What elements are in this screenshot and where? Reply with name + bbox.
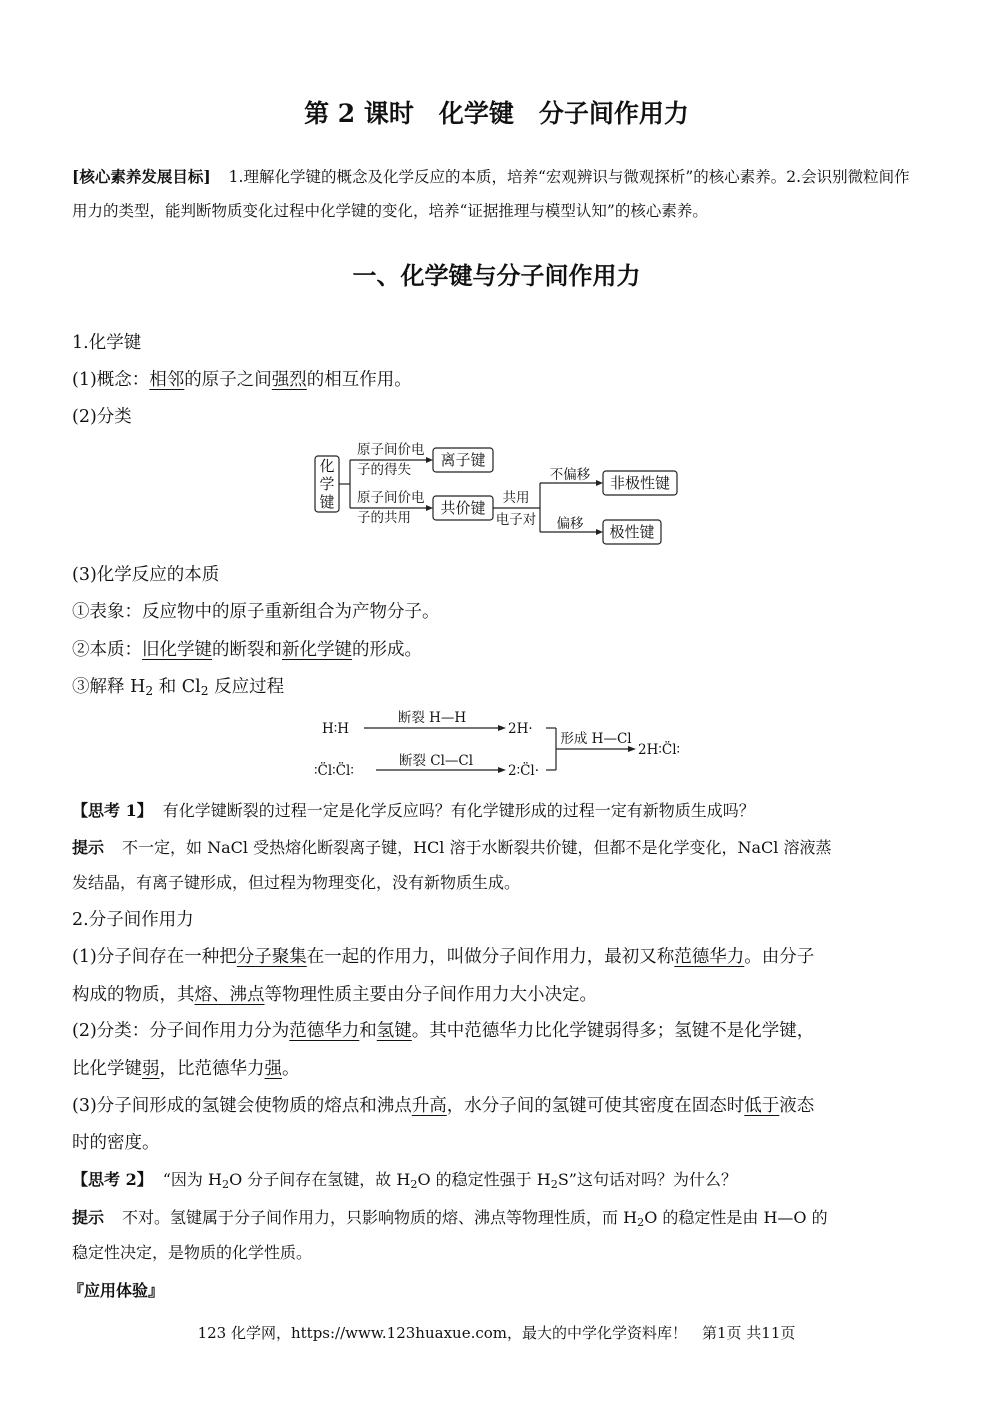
nature-suffix: 的形成。 [352, 640, 422, 660]
s2-p2-a: (2)分类：分子间作用力分为 [72, 1021, 290, 1041]
think-2-q-d: S”这句话对吗？为什么？ [557, 1170, 737, 1189]
concept-prefix: (1)概念： [72, 370, 150, 390]
think-2-q-b: O 分子间存在氢键，故 H [229, 1170, 411, 1189]
shift-label: 偏移 [556, 516, 584, 532]
root-char-1: 化 [319, 457, 335, 475]
nature-line [72, 636, 422, 661]
s2-p2-line-1 [72, 1017, 814, 1042]
think-1-label: 【思考 1】 [72, 801, 153, 820]
think-1-hint-line-1 [72, 835, 831, 858]
explain-prefix: ③解释 H [72, 677, 146, 697]
think-2-hint-label: 提示 [72, 1208, 105, 1227]
apply-heading: 『应用体验』 [68, 1281, 165, 1300]
form-hcl-label: 形成 H—Cl [560, 731, 632, 747]
think-2-q-a: “因为 H [162, 1170, 222, 1189]
think-2-h-a: 不对。氢键属于分子间作用力，只影响物质的熔、沸点等物理性质，而 H [122, 1208, 638, 1227]
explain-sub-1: 2 [145, 684, 154, 698]
covalent-bond-label: 共价键 [440, 499, 486, 517]
s2-p1-blank-1: 分子聚集 [236, 947, 307, 967]
s2-p2b-c: 。 [282, 1059, 300, 1079]
think-2-label: 【思考 2】 [72, 1170, 153, 1189]
concept-blank-1: 相邻 [149, 370, 185, 390]
essence-label: (3)化学反应的本质 [72, 565, 220, 585]
core-goals [72, 160, 922, 228]
s2-p2-line-2 [72, 1055, 300, 1080]
reaction-diagram [312, 706, 692, 786]
ionic-bond-label: 离子键 [440, 451, 486, 469]
hcl-product: 2H∶C̈l∶ [638, 742, 681, 758]
think-1-hint-line-2: 发结晶，有离子键形成，但过程为物理变化，没有新物质生成。 [72, 873, 521, 892]
think-1-text: 有化学键断裂的过程一定是化学反应吗？有化学键形成的过程一定有新物质生成吗？ [162, 801, 755, 820]
explain-sub-2: 2 [200, 684, 209, 698]
s2-p3-blank-1: 升高 [411, 1096, 447, 1116]
think-2-q-sub-3: 2 [550, 1178, 558, 1191]
classify-label: (2)分类 [72, 407, 132, 427]
core-goals-text: 1.理解化学键的概念及化学反应的本质，培养“宏观辨识与微观探析”的核心素养。2.会识别微粒间作用力的类型，能判断物质变化过程中化学键的变化，培养“证据推理与模型认知”的核心素养。 [72, 168, 910, 220]
think-2-q-c: O 的稳定性强于 H [417, 1170, 551, 1189]
concept-line [72, 366, 412, 391]
think-1-hint-label: 提示 [72, 838, 105, 857]
shared-1: 共用 [502, 490, 530, 506]
heading-intermolecular-force: 2.分子间作用力 [72, 910, 194, 930]
think-1-hint-text-1: 不一定，如 NaCl 受热熔化断裂离子键，HCl 溶于水断裂共价键，但都不是化学变化，NaCl 溶液蒸 [122, 838, 832, 857]
think-2-h-sub: 2 [637, 1216, 645, 1229]
h2-molecule: H∶H [322, 721, 350, 737]
explain-line [72, 673, 284, 698]
s2-p2-b: 和 [359, 1021, 377, 1041]
s2-p1-line-2 [72, 981, 597, 1006]
lower-cond-2: 子的共用 [357, 510, 411, 526]
phenomenon-line: ①表象：反应物中的原子重新组合为产物分子。 [72, 602, 440, 622]
explain-suffix: 反应过程 [208, 677, 285, 697]
s2-p2-blank-2: 氢键 [376, 1021, 412, 1041]
s2-p1b-a: 构成的物质，其 [72, 985, 195, 1005]
think-2-q-sub-1: 2 [221, 1178, 230, 1191]
page-footer: 123 化学网，https://www.123huaxue.com，最大的中学化学资料库！ 第1页 共11页 [197, 1324, 796, 1342]
two-cl-atoms: 2∶C̈l· [508, 763, 540, 779]
root-char-3: 键 [319, 493, 335, 511]
cl2-molecule: ∶C̈l∶C̈l∶ [314, 763, 354, 779]
s2-p1-a: (1)分子间存在一种把 [72, 947, 237, 967]
bond-classification-diagram [300, 438, 680, 550]
upper-cond-1: 原子间价电 [357, 442, 425, 458]
explain-mid: 和 Cl [153, 677, 201, 697]
s2-p3-line-2: 时的密度。 [72, 1133, 160, 1153]
concept-blank-2: 强烈 [271, 370, 307, 390]
s2-p2-c: 。其中范德华力比化学键弱得多；氢键不是化学键， [411, 1021, 815, 1041]
no-shift-label: 不偏移 [549, 467, 591, 483]
s2-p1-c: 。由分子 [744, 947, 815, 967]
shared-2: 电子对 [495, 512, 537, 528]
think-2-q-sub-2: 2 [410, 1178, 418, 1191]
think-1-question [72, 798, 755, 821]
s2-p1b-blank: 熔、沸点 [194, 985, 265, 1005]
s2-p1-blank-2: 范德华力 [674, 947, 745, 967]
think-2-h-b: O 的稳定性是由 H—O 的 [644, 1208, 828, 1227]
s2-p1-line-1 [72, 943, 814, 968]
nature-blank-2: 新化学键 [282, 640, 352, 660]
think-2-question [72, 1167, 737, 1190]
section-title: 一、化学键与分子间作用力 [352, 261, 641, 290]
break-hh-label: 断裂 H—H [397, 710, 467, 726]
nature-blank-1: 旧化学键 [142, 640, 212, 660]
root-char-2: 学 [319, 475, 335, 493]
polar-bond-label: 极性键 [609, 523, 655, 541]
lesson-title: 第 2 课时 化学键 分子间作用力 [304, 99, 689, 128]
nature-mid: 的断裂和 [212, 640, 282, 660]
s2-p3-c: 液态 [779, 1096, 815, 1116]
s2-p3-a: (3)分子间形成的氢键会使物质的熔点和沸点 [72, 1096, 412, 1116]
s2-p2b-blank-1: 弱 [142, 1059, 160, 1079]
core-goals-tag: [核心素养发展目标] [72, 167, 211, 186]
think-2-hint-line-1 [72, 1205, 828, 1228]
concept-mid: 的原子之间 [184, 370, 272, 390]
break-clcl-label: 断裂 Cl—Cl [398, 753, 474, 769]
concept-suffix: 的相互作用。 [306, 370, 412, 390]
heading-chemical-bond: 1.化学键 [72, 333, 142, 353]
s2-p2-blank-1: 范德华力 [289, 1021, 360, 1041]
upper-cond-2: 子的得失 [357, 462, 411, 478]
think-2-hint-line-2: 稳定性决定，是物质的化学性质。 [72, 1243, 313, 1262]
s2-p3-blank-2: 低于 [744, 1096, 780, 1116]
s2-p3-b: ，水分子间的氢键可使其密度在固态时 [446, 1096, 745, 1116]
s2-p2b-b: ，比范德华力 [159, 1059, 265, 1079]
s2-p3-line-1 [72, 1092, 814, 1117]
s2-p2b-a: 比化学键 [72, 1059, 142, 1079]
nonpolar-bond-label: 非极性键 [609, 474, 671, 492]
lower-cond-1: 原子间价电 [357, 490, 425, 506]
nature-prefix: ②本质： [72, 640, 142, 660]
s2-p1-b: 在一起的作用力，叫做分子间作用力，最初又称 [306, 947, 675, 967]
s2-p2b-blank-2: 强 [264, 1059, 282, 1079]
two-h-atoms: 2H· [508, 721, 533, 737]
s2-p1b-b: 等物理性质主要由分子间作用力大小决定。 [264, 985, 597, 1005]
